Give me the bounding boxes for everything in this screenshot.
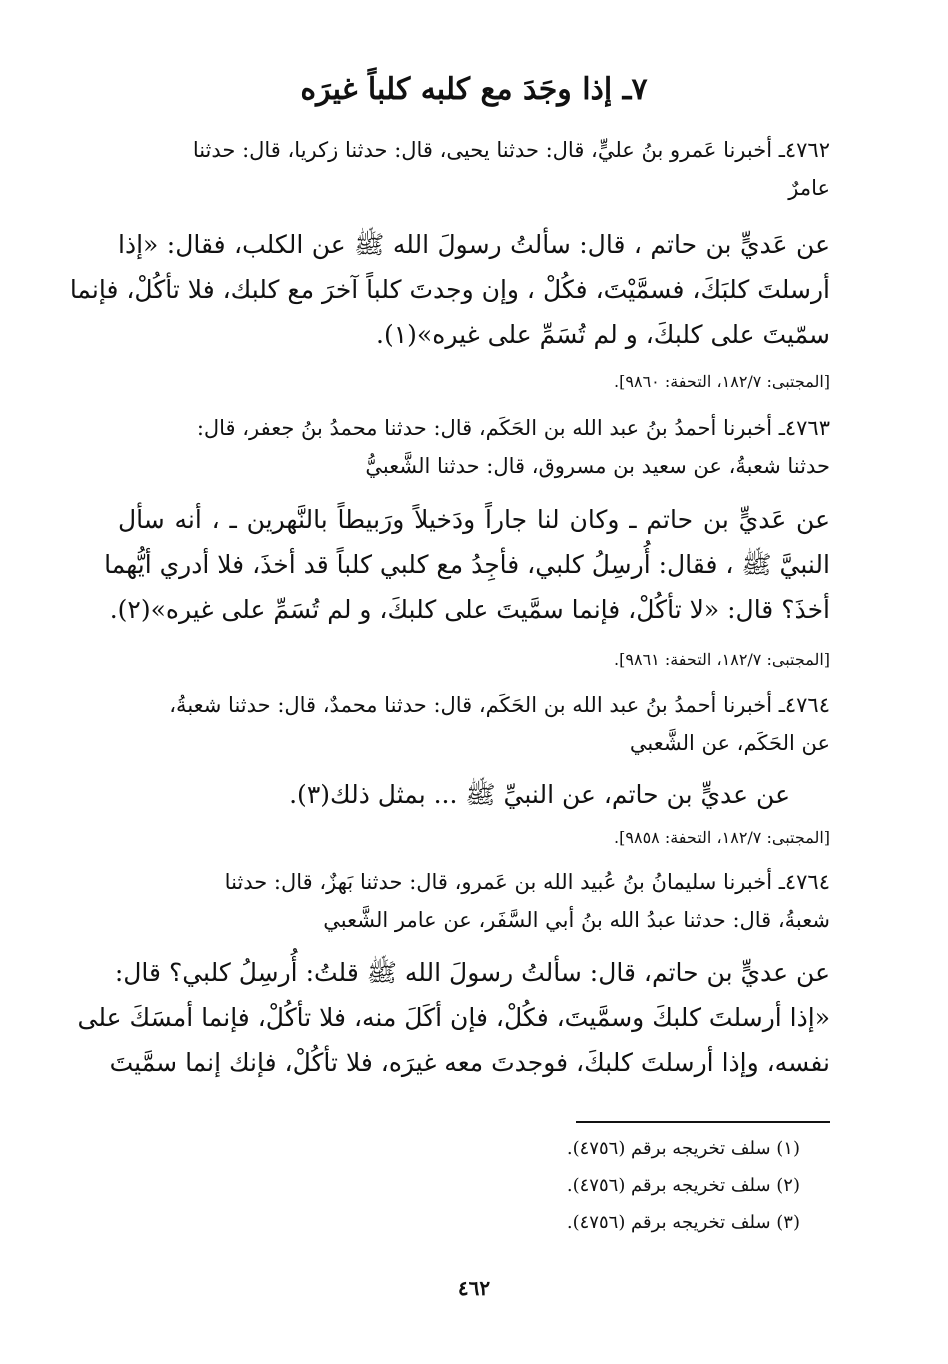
hadith-1-matn [69,222,830,357]
hadith-4-matn [77,950,830,1085]
hadith-1-reference: [المجتبى: ١٨٢/٧، التحفة: ٩٨٦٠]. [614,372,830,391]
matn-line: عن عَديٍّ بن حاتم ـ وكان لنا جاراً ودَخيلاً ورَبيطاً بالنَّهرين ـ ، أنه سأل [118,505,830,534]
isnad-line: ٤٧٦٢ـ أخبرنا عَمرو بنُ عليٍّ، قال: حدثنا يحيى، قال: حدثنا زكريا، قال: حدثنا [192,138,830,162]
matn-line: أرسلتَ كلبَكَ، فسمَّيْتَ، فكُلْ ، وإن وجدتَ كلباً آخرَ مع كلبك، فلا تأكُلْ، فإنما [69,275,830,304]
matn-line: «إذا أرسلتَ كلبكَ وسمَّيتَ، فكُلْ، فإن أكَلَ منه، فلا تأكُلْ، فإنما أمسَكَ على [77,1003,830,1032]
hadith-4-isnad [118,863,830,939]
isnad-line: ٤٧٦٤ـ أخبرنا سليمانُ بنُ عُبيد الله بن عَمرو، قال: حدثنا بَهزٌ، قال: حدثنا [224,870,830,894]
matn-line: أخذَ؟ قال: «لا تأكُلْ، فإنما سمَّيتَ على كلبكَ، و لم تُسَمِّ على غيره»(٢). [109,595,830,624]
hadith-3-reference: [المجتبى: ١٨٢/٧، التحفة: ٩٨٥٨]. [614,828,830,847]
footnote-divider [576,1121,830,1123]
matn-line: عن عديٍّ بن حاتم، عن النبيِّ ﷺ ... بمثل ذلك(٣). [289,780,790,809]
hadith-2-matn [104,497,830,632]
chapter-title: ٧ـ إذا وجَدَ مع كلبه كلباً غيرَه [300,72,648,107]
hadith-1-isnad [118,131,830,207]
hadith-3-matn [118,772,830,817]
isnad-line: عن الحَكَم، عن الشَّعبي [629,731,830,755]
isnad-line: حدثنا شعبةُ، عن سعيد بن مسروق، قال: حدثنا الشَّعبيُّ [365,454,830,478]
matn-line: سمّيتَ على كلبكَ، و لم تُسَمِّ على غيره»(١). [376,320,830,349]
hadith-3-isnad [118,686,830,762]
isnad-line: شعبةُ، قال: حدثنا عبدُ الله بنُ أبي السَّفَر، عن عامر الشَّعبي [323,908,830,932]
isnad-line: عامرٌ [788,176,830,200]
footnote-item: (٣) سلف تخريجه برقم (٤٧٥٦). [566,1212,800,1233]
matn-line: نفسه، وإذا أرسلتَ كلبكَ، فوجدتَ معه غيرَه، فلا تأكُلْ، فإنك إنما سمَّيتَ [109,1048,830,1077]
footnote-item: (١) سلف تخريجه برقم (٤٧٥٦). [566,1138,800,1159]
hadith-2-reference: [المجتبى: ١٨٢/٧، التحفة: ٩٨٦١]. [614,650,830,669]
page-number: ٤٦٢ [457,1276,491,1300]
footnotes [567,1130,800,1241]
hadith-2-isnad [118,409,830,485]
matn-line: عن عديٍّ بن حاتم، قال: سألتُ رسولَ الله ﷺ قلتُ: أُرسِلُ كلبي؟ قال: [114,958,830,987]
matn-line: عن عَديٍّ بن حاتم ، قال: سألتُ رسولَ الله ﷺ عن الكلب، فقال: «إذا [118,230,830,259]
isnad-line: ٤٧٦٣ـ أخبرنا أحمدُ بنُ عبد الله بن الحَكَم، قال: حدثنا محمدُ بنُ جعفر، قال: [196,416,830,440]
isnad-line: ٤٧٦٤ـ أخبرنا أحمدُ بنُ عبد الله بن الحَكَم، قال: حدثنا محمدٌ، قال: حدثنا شعبةُ، [169,693,830,717]
footnote-item: (٢) سلف تخريجه برقم (٤٧٥٦). [566,1175,800,1196]
matn-line: النبيَّ ﷺ ، فقال: أُرسِلُ كلبي، فأجِدُ مع كلبي كلباً قد أخذَ، فلا أدري أيُّهما [104,550,830,579]
